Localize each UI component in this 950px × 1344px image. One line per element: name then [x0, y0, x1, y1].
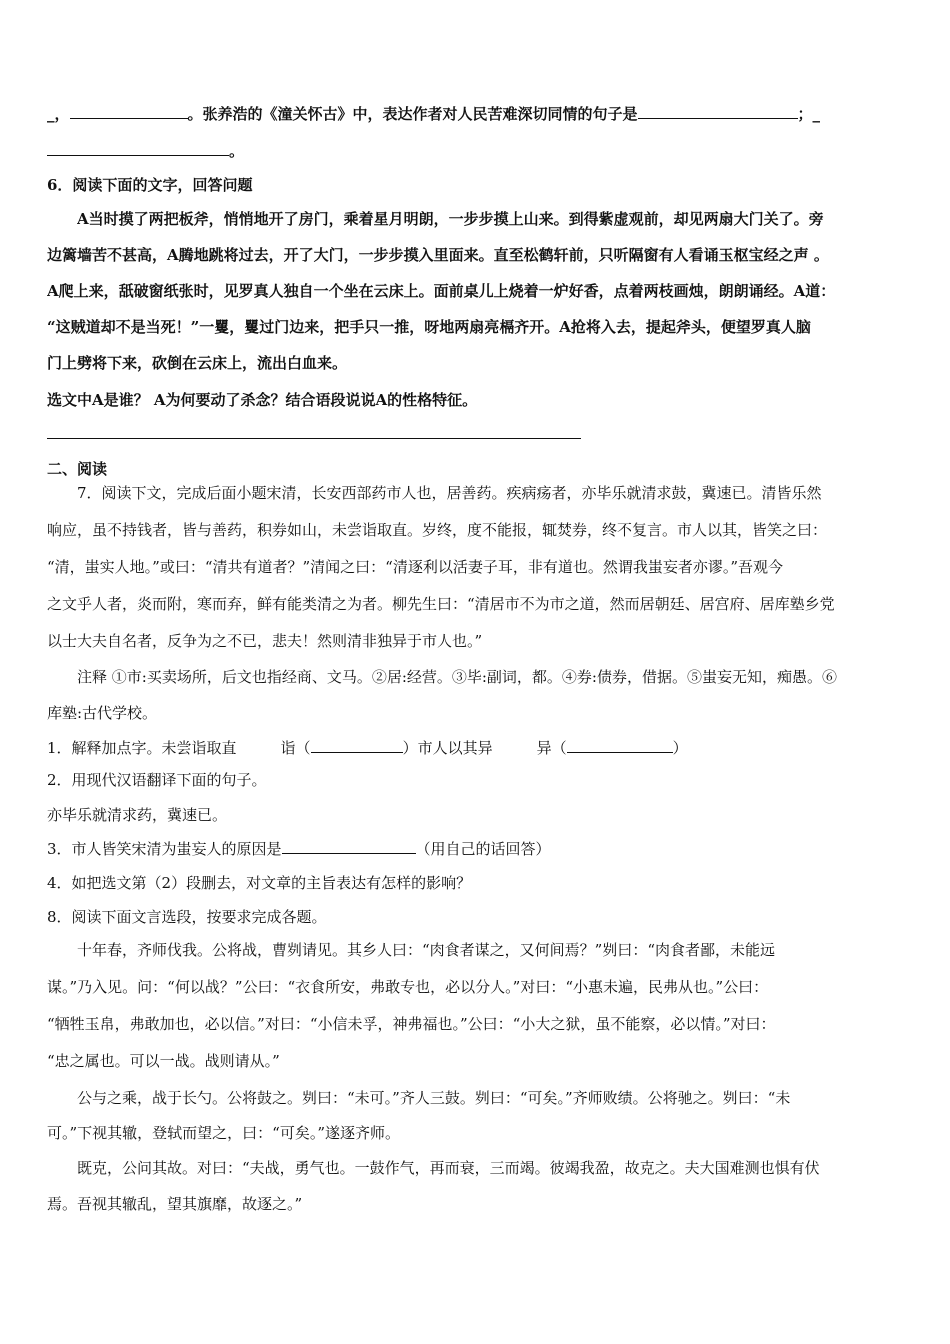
answer-blank[interactable] [70, 104, 188, 119]
q8-passage-line: 谋。”乃入见。问：“何以战？”公曰：“衣食所安，弗敢专也，必以分人。”对曰：“小惠未遍，民弗从也。”公曰： [47, 978, 769, 996]
q7-notes-line: 库塾:古代学校。 [47, 704, 158, 722]
blank-line-2 [47, 140, 907, 162]
answer-blank[interactable] [638, 104, 798, 119]
blank-tail: ；_ [797, 105, 821, 123]
answer-blank[interactable] [567, 738, 673, 753]
sub3-prompt: 3．市人皆笑宋清为蚩妄人的原因是 [47, 840, 282, 858]
q8-passage-line: 焉。吾视其辙乱，望其旗靡，故逐之。” [47, 1195, 303, 1213]
sub1-label-c: 异（ [536, 739, 567, 757]
sub1-label-a: 诣（ [280, 739, 311, 757]
q6-title: 6．阅读下面的文字，回答问题 [47, 176, 253, 194]
q7-notes-line: 注释 ①市:买卖场所，后文也指经商、文马。②居:经营。③毕:副词，都。④券:债券，借据。⑤蚩妄无知，痴愚。⑥ [77, 668, 837, 686]
q6-passage-line: 边篱墙苦不甚高，A腾地跳将过去，开了大门，一步步摸入里面来。直至松鹤轩前，只听隔窗有人看诵玉枢宝经之声 。 [47, 246, 829, 264]
q6-question: 选文中A是谁？ A为何要动了杀念？结合语段说说A的性格特征。 [47, 391, 478, 409]
q8-passage-line: “牺牲玉帛，弗敢加也，必以信。”对曰：“小信未孚，神弗福也。”公曰：“小大之狱，虽不能察，必以情。”对曰： [47, 1015, 776, 1033]
blank-lead: _， [47, 105, 70, 123]
q8-passage-line: 可。”下视其辙，登轼而望之，曰：“可矣。”遂逐齐师。 [47, 1124, 401, 1142]
q7-passage-line: “清，蚩实人地。”或曰：“清共有道者？”清闻之曰：“清逐利以活妻子耳，非有道也。然谓我蚩妄者亦谬。”吾观今 [47, 558, 784, 576]
q8-passage-line: 既克，公问其故。对曰：“夫战，勇气也。一鼓作气，再而衰，三而竭。彼竭我盈，故克之。夫大国难测也惧有伏 [77, 1159, 820, 1177]
answer-blank[interactable] [311, 738, 403, 753]
q6-passage-line: 门上劈将下来，砍倒在云床上，流出白血来。 [47, 354, 348, 372]
section-heading: 二、阅读 [47, 460, 108, 478]
q7-passage-line: 7．阅读下文，完成后面小题宋清，长安西部药市人也，居善药。疾病疡者，亦毕乐就清求鼓，冀速已。清皆乐然 [77, 484, 822, 502]
q8-passage-line: “忠之属也。可以一战。战则请从。” [47, 1052, 280, 1070]
blank-line-1 [47, 103, 907, 125]
q8-passage-line: 公与之乘，战于长勺。公将鼓之。刿曰：“未可。”齐人三鼓。刿曰：“可矣。”齐师败绩。公将驰之。刿曰：“未 [77, 1089, 791, 1107]
q6-passage-line: “这贼道却不是当死！”一矍，矍过门边来，把手只一推，呀地两扇亮槅齐开。A抢将入去，提起斧头，便望罗真人脑 [47, 318, 811, 336]
answer-blank[interactable] [282, 839, 416, 854]
q7-passage-line: 之文乎人者，炎而附，寒而弃，鲜有能类清之为者。柳先生曰：“清居市不为市之道，然而居朝廷、居宫府、居库塾乡党 [47, 595, 835, 613]
sub1-label-b: ）市人以其异 [402, 739, 493, 757]
sub3-hint: （用自己的话回答） [415, 840, 551, 858]
q7-passage-line: 响应，虽不持钱者，皆与善药，积券如山，未尝诣取直。岁终，度不能报，辄焚券，终不复言。市人以其，皆笑之曰： [47, 521, 828, 539]
answer-blank[interactable] [47, 141, 229, 156]
q6-passage-line: A当时摸了两把板斧，悄悄地开了房门，乘着星月明朗，一步步摸上山来。到得紫虚观前，却见两扇大门关了。旁 [77, 210, 824, 228]
sub1-close: ） [672, 739, 688, 757]
blank-tail: 。 [229, 142, 245, 160]
q8-title: 8．阅读下面文言选段，按要求完成各题。 [47, 908, 327, 926]
q7-passage-line: 以士大夫自名者，反争为之不已，悲夫！然则清非独异于市人也。” [47, 632, 483, 650]
q7-sub2-sentence: 亦毕乐就清求药，冀速已。 [47, 806, 228, 824]
q6-passage-line: A爬上来，舐破窗纸张时，见罗真人独自一个坐在云床上。面前桌儿上烧着一炉好香，点着两枝画烛，朗朗诵经。A道： [47, 282, 836, 300]
q7-sub2: 2．用现代汉语翻译下面的句子。 [47, 771, 267, 789]
q6-answer-line[interactable] [47, 438, 581, 439]
q7-sub1 [47, 737, 907, 759]
sub1-prompt: 1．解释加点字。未尝诣取直 [47, 739, 237, 757]
q8-passage-line: 十年春，齐师伐我。公将战，曹刿请见。其乡人曰：“肉食者谋之，又何间焉？”刿曰：“肉食者鄙，未能远 [77, 941, 776, 959]
q7-sub3 [47, 838, 907, 860]
q7-sub4: 4．如把选文第（2）段删去，对文章的主旨表达有怎样的影响？ [47, 874, 472, 892]
question-text: 。张养浩的《潼关怀古》中，表达作者对人民苦难深切同情的句子是 [187, 105, 638, 123]
